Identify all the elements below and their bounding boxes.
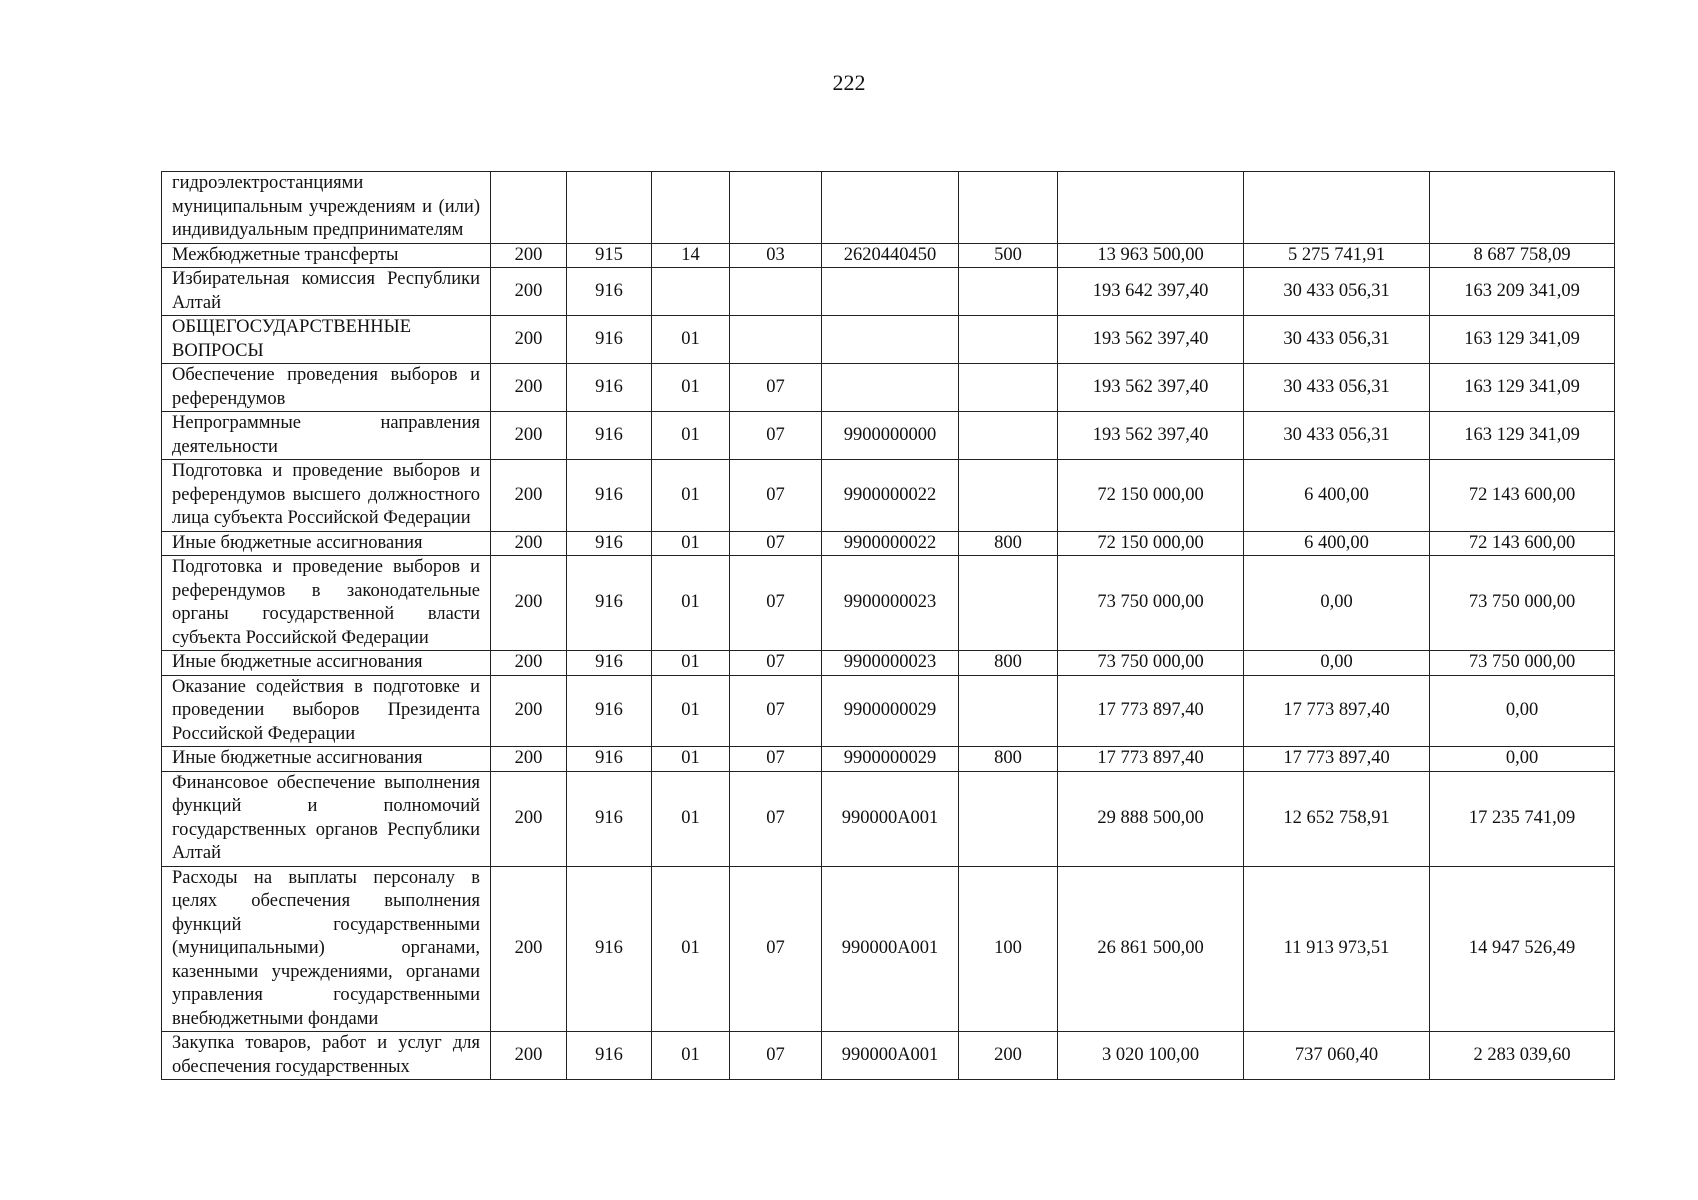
razdel-cell: 01 [652, 651, 730, 676]
plan-amount-cell: 72 150 000,00 [1058, 531, 1244, 556]
vr-cell: 800 [959, 747, 1058, 772]
plan-amount-cell: 193 562 397,40 [1058, 364, 1244, 412]
glava-cell: 916 [567, 675, 652, 747]
csr-cell: 990000А001 [822, 771, 959, 866]
glava-cell: 916 [567, 1032, 652, 1080]
podrazdel-cell: 07 [730, 556, 822, 651]
podrazdel-cell: 07 [730, 412, 822, 460]
vr-cell: 100 [959, 866, 1058, 1032]
executed-amount-cell: 30 433 056,31 [1244, 316, 1430, 364]
vr-cell [959, 316, 1058, 364]
remaining-amount-cell: 72 143 600,00 [1430, 460, 1615, 532]
plan-amount-cell: 13 963 500,00 [1058, 243, 1244, 268]
vr-cell: 500 [959, 243, 1058, 268]
row-name-cell: ОБЩЕГОСУДАРСТВЕННЫЕ ВОПРОСЫ [162, 316, 491, 364]
rzpr-cell: 200 [491, 316, 567, 364]
rzpr-cell: 200 [491, 460, 567, 532]
csr-cell [822, 316, 959, 364]
rzpr-cell: 200 [491, 1032, 567, 1080]
row-name-cell: Иные бюджетные ассигнования [162, 651, 491, 676]
glava-cell: 915 [567, 243, 652, 268]
razdel-cell: 01 [652, 675, 730, 747]
table-row [162, 460, 1615, 532]
razdel-cell: 01 [652, 771, 730, 866]
csr-cell [822, 268, 959, 316]
remaining-amount-cell: 8 687 758,09 [1430, 243, 1615, 268]
remaining-amount-cell: 17 235 741,09 [1430, 771, 1615, 866]
executed-amount-cell: 11 913 973,51 [1244, 866, 1430, 1032]
glava-cell: 916 [567, 771, 652, 866]
row-name-cell: Обеспечение проведения выборов и референдумов [162, 364, 491, 412]
rzpr-cell: 200 [491, 651, 567, 676]
table-row [162, 675, 1615, 747]
row-name-cell: Закупка товаров, работ и услуг для обеспечения государственных [162, 1032, 491, 1080]
remaining-amount-cell: 2 283 039,60 [1430, 1032, 1615, 1080]
row-name-cell: гидроэлектростанциями муниципальным учреждениям и (или) индивидуальным предпринимателям [162, 172, 491, 244]
table-row [162, 531, 1615, 556]
budget-table [161, 171, 1615, 1080]
row-name-cell: Иные бюджетные ассигнования [162, 747, 491, 772]
plan-amount-cell: 17 773 897,40 [1058, 675, 1244, 747]
csr-cell: 9900000022 [822, 460, 959, 532]
executed-amount-cell: 6 400,00 [1244, 531, 1430, 556]
csr-cell: 9900000029 [822, 747, 959, 772]
table-row [162, 747, 1615, 772]
plan-amount-cell: 193 642 397,40 [1058, 268, 1244, 316]
csr-cell: 990000А001 [822, 1032, 959, 1080]
rzpr-cell: 200 [491, 771, 567, 866]
remaining-amount-cell: 73 750 000,00 [1430, 556, 1615, 651]
rzpr-cell: 200 [491, 747, 567, 772]
executed-amount-cell: 0,00 [1244, 651, 1430, 676]
glava-cell: 916 [567, 651, 652, 676]
executed-amount-cell [1244, 172, 1430, 244]
executed-amount-cell: 737 060,40 [1244, 1032, 1430, 1080]
remaining-amount-cell: 163 209 341,09 [1430, 268, 1615, 316]
row-name-cell: Иные бюджетные ассигнования [162, 531, 491, 556]
executed-amount-cell: 30 433 056,31 [1244, 364, 1430, 412]
podrazdel-cell: 07 [730, 651, 822, 676]
podrazdel-cell: 07 [730, 531, 822, 556]
table-row [162, 172, 1615, 244]
remaining-amount-cell: 0,00 [1430, 675, 1615, 747]
podrazdel-cell: 07 [730, 460, 822, 532]
table-row [162, 412, 1615, 460]
vr-cell: 800 [959, 651, 1058, 676]
vr-cell: 200 [959, 1032, 1058, 1080]
vr-cell [959, 460, 1058, 532]
razdel-cell [652, 268, 730, 316]
page-number: 222 [832, 70, 866, 95]
podrazdel-cell: 07 [730, 747, 822, 772]
glava-cell: 916 [567, 412, 652, 460]
csr-cell: 9900000000 [822, 412, 959, 460]
plan-amount-cell: 26 861 500,00 [1058, 866, 1244, 1032]
table-row [162, 243, 1615, 268]
razdel-cell: 01 [652, 1032, 730, 1080]
rzpr-cell: 200 [491, 412, 567, 460]
csr-cell [822, 364, 959, 412]
executed-amount-cell: 0,00 [1244, 556, 1430, 651]
razdel-cell: 01 [652, 531, 730, 556]
plan-amount-cell: 73 750 000,00 [1058, 556, 1244, 651]
row-name-cell: Оказание содействия в подготовке и проведении выборов Президента Российской Федерации [162, 675, 491, 747]
remaining-amount-cell: 163 129 341,09 [1430, 412, 1615, 460]
vr-cell [959, 268, 1058, 316]
razdel-cell: 01 [652, 316, 730, 364]
rzpr-cell: 200 [491, 268, 567, 316]
glava-cell: 916 [567, 316, 652, 364]
podrazdel-cell [730, 316, 822, 364]
vr-cell [959, 412, 1058, 460]
glava-cell: 916 [567, 866, 652, 1032]
plan-amount-cell: 73 750 000,00 [1058, 651, 1244, 676]
executed-amount-cell: 17 773 897,40 [1244, 675, 1430, 747]
remaining-amount-cell: 73 750 000,00 [1430, 651, 1615, 676]
executed-amount-cell: 6 400,00 [1244, 460, 1430, 532]
remaining-amount-cell: 14 947 526,49 [1430, 866, 1615, 1032]
table-row [162, 556, 1615, 651]
rzpr-cell: 200 [491, 866, 567, 1032]
razdel-cell: 01 [652, 747, 730, 772]
table-row [162, 364, 1615, 412]
vr-cell [959, 364, 1058, 412]
remaining-amount-cell: 163 129 341,09 [1430, 364, 1615, 412]
razdel-cell: 01 [652, 866, 730, 1032]
rzpr-cell: 200 [491, 243, 567, 268]
podrazdel-cell [730, 268, 822, 316]
table-row [162, 651, 1615, 676]
csr-cell: 9900000023 [822, 556, 959, 651]
glava-cell: 916 [567, 747, 652, 772]
podrazdel-cell: 07 [730, 675, 822, 747]
plan-amount-cell: 17 773 897,40 [1058, 747, 1244, 772]
vr-cell [959, 172, 1058, 244]
remaining-amount-cell: 72 143 600,00 [1430, 531, 1615, 556]
csr-cell: 9900000022 [822, 531, 959, 556]
table-row [162, 866, 1615, 1032]
row-name-cell: Избирательная комиссия Республики Алтай [162, 268, 491, 316]
row-name-cell: Подготовка и проведение выборов и референдумов в законодательные органы государственной власти субъекта Российской Федерации [162, 556, 491, 651]
table-row [162, 268, 1615, 316]
rzpr-cell: 200 [491, 556, 567, 651]
glava-cell: 916 [567, 364, 652, 412]
table-row [162, 316, 1615, 364]
glava-cell: 916 [567, 268, 652, 316]
rzpr-cell: 200 [491, 675, 567, 747]
podrazdel-cell [730, 172, 822, 244]
rzpr-cell [491, 172, 567, 244]
executed-amount-cell: 17 773 897,40 [1244, 747, 1430, 772]
vr-cell [959, 675, 1058, 747]
plan-amount-cell: 72 150 000,00 [1058, 460, 1244, 532]
csr-cell [822, 172, 959, 244]
razdel-cell: 01 [652, 556, 730, 651]
razdel-cell [652, 172, 730, 244]
row-name-cell: Межбюджетные трансферты [162, 243, 491, 268]
csr-cell: 990000А001 [822, 866, 959, 1032]
executed-amount-cell: 5 275 741,91 [1244, 243, 1430, 268]
plan-amount-cell: 3 020 100,00 [1058, 1032, 1244, 1080]
rzpr-cell: 200 [491, 364, 567, 412]
row-name-cell: Подготовка и проведение выборов и референдумов высшего должностного лица субъекта Российской Федерации [162, 460, 491, 532]
row-name-cell: Непрограммные направления деятельности [162, 412, 491, 460]
razdel-cell: 14 [652, 243, 730, 268]
table-row [162, 771, 1615, 866]
remaining-amount-cell [1430, 172, 1615, 244]
row-name-cell: Расходы на выплаты персоналу в целях обеспечения выполнения функций государственными (муниципальными) органами, казенными учреждениями, органами управления государственными внебюджетными фондами [162, 866, 491, 1032]
csr-cell: 2620440450 [822, 243, 959, 268]
plan-amount-cell: 193 562 397,40 [1058, 412, 1244, 460]
vr-cell [959, 771, 1058, 866]
table-row [162, 1032, 1615, 1080]
glava-cell: 916 [567, 460, 652, 532]
razdel-cell: 01 [652, 460, 730, 532]
rzpr-cell: 200 [491, 531, 567, 556]
glava-cell: 916 [567, 531, 652, 556]
plan-amount-cell: 29 888 500,00 [1058, 771, 1244, 866]
podrazdel-cell: 03 [730, 243, 822, 268]
glava-cell: 916 [567, 556, 652, 651]
vr-cell: 800 [959, 531, 1058, 556]
executed-amount-cell: 30 433 056,31 [1244, 268, 1430, 316]
executed-amount-cell: 12 652 758,91 [1244, 771, 1430, 866]
csr-cell: 9900000029 [822, 675, 959, 747]
podrazdel-cell: 07 [730, 364, 822, 412]
razdel-cell: 01 [652, 412, 730, 460]
row-name-cell: Финансовое обеспечение выполнения функций и полномочий государственных органов Республики Алтай [162, 771, 491, 866]
csr-cell: 9900000023 [822, 651, 959, 676]
podrazdel-cell: 07 [730, 1032, 822, 1080]
razdel-cell: 01 [652, 364, 730, 412]
podrazdel-cell: 07 [730, 771, 822, 866]
plan-amount-cell [1058, 172, 1244, 244]
remaining-amount-cell: 0,00 [1430, 747, 1615, 772]
vr-cell [959, 556, 1058, 651]
glava-cell [567, 172, 652, 244]
podrazdel-cell: 07 [730, 866, 822, 1032]
executed-amount-cell: 30 433 056,31 [1244, 412, 1430, 460]
plan-amount-cell: 193 562 397,40 [1058, 316, 1244, 364]
remaining-amount-cell: 163 129 341,09 [1430, 316, 1615, 364]
